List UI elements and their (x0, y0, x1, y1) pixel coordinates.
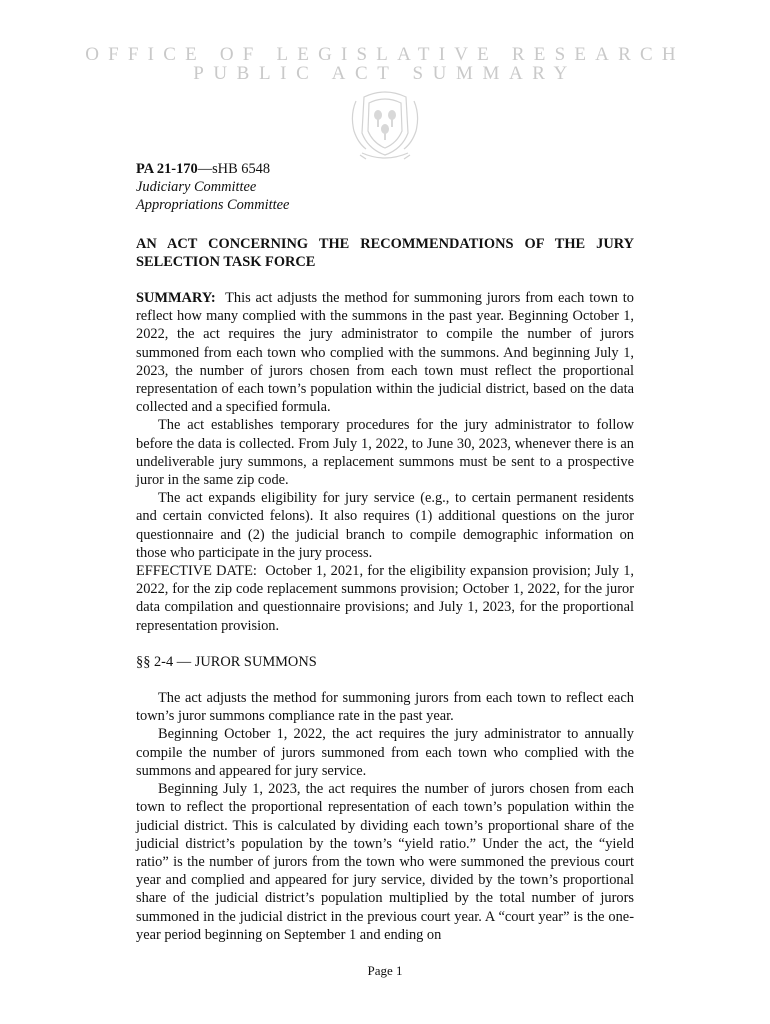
summary-paragraph-1 (136, 289, 634, 416)
committee-judiciary: Judiciary Committee (136, 179, 257, 196)
section-paragraph-2: Beginning October 1, 2022, the act requires the jury administrator to annually compile the number of jurors summoned from each town who complied with the summons and appeared for jury service. (136, 726, 634, 779)
act-identifier (136, 160, 634, 178)
effective-label: EFFECTIVE DATE: (136, 563, 257, 580)
summary-label: SUMMARY: (136, 290, 216, 307)
effective-text: October 1, 2021, for the eligibility expansion provision; July 1, 2022, for the zip code replacement summons provision; October 1, 2022, for the juror data compilation and questionnaire provisions; and July 1, 2023, for the proportional representation provision. (136, 563, 634, 634)
act-title: AN ACT CONCERNING THE RECOMMENDATIONS OF THE JURY SELECTION TASK FORCE (136, 235, 634, 270)
section-paragraph-3: Beginning July 1, 2023, the act requires the number of jurors chosen from each town to reflect the proportional representation of each town’s population within the judicial district. This is calculated by dividing each town’s proportional share of the judicial district’s population by the town’s “yield ratio.” Under the act, the “yield ratio” is the number of jurors from the town who were summoned the previous court year and complied and appeared for jury service, divided by the town’s proportional share of the judicial district’s population multiplied by the total number of jurors summoned in the judicial district in the previous court year. A “court year” is the one-year period beginning on September 1 and ending on (136, 781, 634, 943)
act-number: PA 21-170 (136, 161, 198, 177)
section-paragraph-1: The act adjusts the method for summoning jurors from each town to reflect each town’s juror summons compliance rate in the past year. (136, 690, 634, 725)
summary-paragraph-3: The act expands eligibility for jury service (e.g., to certain permanent residents and certain convicted felons). It also requires (1) additional questions on the juror questionnaire and (2) the judicial branch to compile demographic information on those who participate in the jury process. (136, 490, 634, 561)
section-heading: §§ 2-4 — JUROR SUMMONS (136, 653, 317, 670)
bill-number: —sHB 6548 (197, 161, 271, 177)
committee-appropriations: Appropriations Committee (136, 197, 290, 214)
document-body (136, 160, 634, 944)
summary-section (136, 289, 634, 635)
summary-type-title: PUBLIC ACT SUMMARY (193, 63, 577, 84)
office-title: OFFICE OF LEGISLATIVE RESEARCH (85, 44, 685, 65)
summary-text-1: This act adjusts the method for summoning jurors from each town to reflect how many complied with the summons in the past year. Beginning October 1, 2022, the act requires the jury administrator to compile the number of jurors summoned from each town who complied with the summons. And beginning July 1, 2023, the number of jurors chosen from each town must reflect the proportional representation of each town’s population within the judicial district, based on the data collected and a specified formula. (136, 290, 635, 416)
summary-paragraph-2: The act establishes temporary procedures for the jury administrator to follow before the data is collected. From July 1, 2022, to June 30, 2023, whenever there is an undeliverable jury summons, a replacement summons must be sent to a prospective juror in the same zip code. (136, 417, 634, 489)
page-number: Page 1 (367, 963, 403, 978)
effective-date (136, 562, 634, 635)
state-seal-icon (342, 85, 428, 161)
